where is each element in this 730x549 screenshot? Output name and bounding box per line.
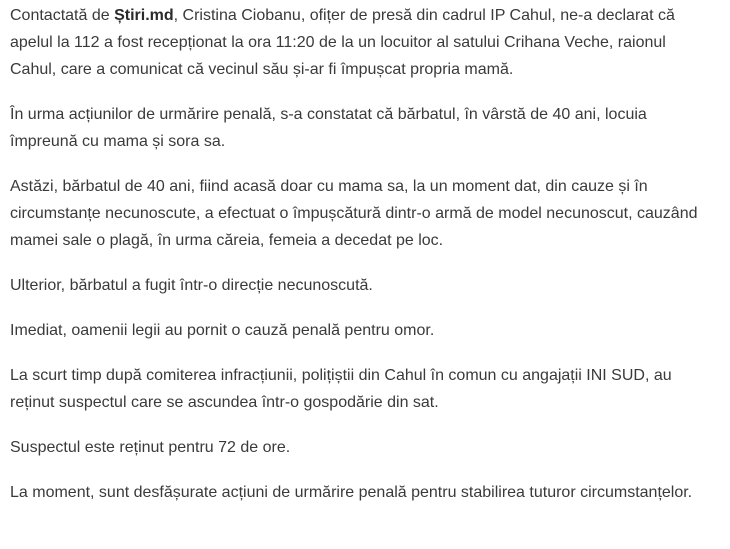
paragraph-1-text: , Cristina Ciobanu, ofițer de presă din cadrul IP Cahul, ne-a declarat că apelul la 112 a fost recepționat la ora 11:20 de la un locuitor al satului Crihana Veche, raionul Cahul, care a comunicat că vecinul său și-ar fi împușcat propria mamă. [10, 7, 675, 78]
paragraph-3: Astăzi, bărbatul de 40 ani, fiind acasă doar cu mama sa, la un moment dat, din cauze și în circumstanțe necunoscute, a efectuat o împușcătură dintr-o armă de model necunoscut, cauzând mamei sale o plagă, în urma căreia, femeia a decedat pe loc. [10, 178, 698, 249]
source-link[interactable]: Știri.md [114, 7, 174, 24]
paragraph-4: Ulterior, bărbatul a fugit într-o direcție necunoscută. [10, 277, 373, 294]
paragraph-6: La scurt timp după comiterea infracțiunii, polițiștii din Cahul în comun cu angajații INI SUD, au reținut suspectul care se ascundea într-o gospodărie din sat. [10, 367, 672, 411]
paragraph-5: Imediat, oamenii legii au pornit o cauză penală pentru omor. [10, 322, 435, 339]
paragraph-1 [10, 0, 710, 83]
paragraph-1-lead: Contactată de [10, 7, 115, 24]
paragraph-7: Suspectul este reținut pentru 72 de ore. [10, 439, 291, 456]
paragraph-2: În urma acțiunilor de urmărire penală, s-a constatat că bărbatul, în vârstă de 40 ani, locuia împreună cu mama și sora sa. [10, 106, 647, 150]
paragraph-8: La moment, sunt desfășurate acțiuni de urmărire penală pentru stabilirea tuturor circumstanțelor. [10, 484, 693, 501]
